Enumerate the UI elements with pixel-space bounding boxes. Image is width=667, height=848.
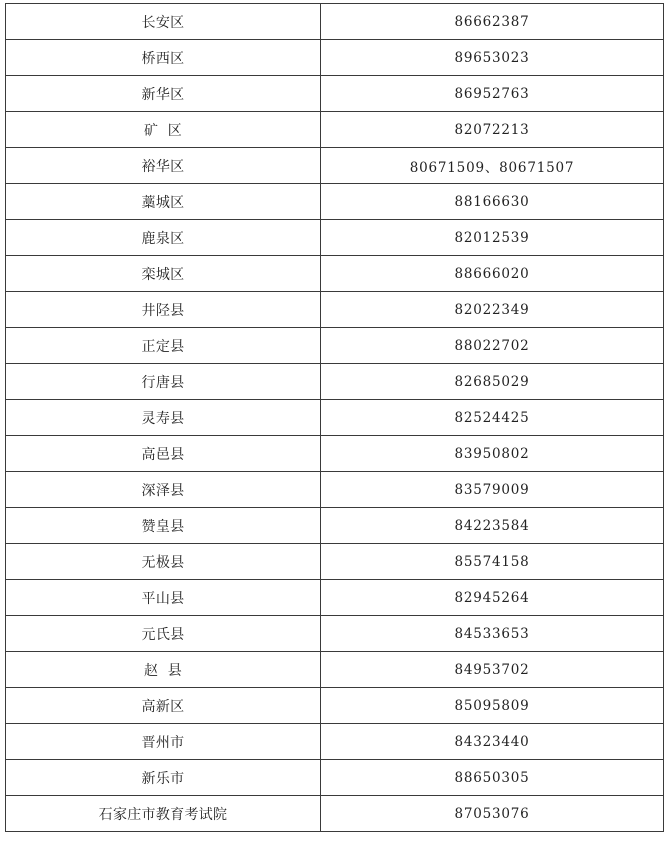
phone-number-cell: 89653023 [321, 40, 664, 76]
institution-name-cell: 石家庄市教育考试院 [6, 796, 321, 832]
table-row [6, 724, 664, 760]
district-name-cell: 高新区 [6, 688, 321, 724]
district-name-cell: 晋州市 [6, 724, 321, 760]
district-name-cell: 灵寿县 [6, 400, 321, 436]
table-body [6, 4, 664, 832]
table-row [6, 292, 664, 328]
table-row [6, 688, 664, 724]
district-name-cell: 深泽县 [6, 472, 321, 508]
district-name-cell: 高邑县 [6, 436, 321, 472]
table-row [6, 220, 664, 256]
district-name-cell: 元氏县 [6, 616, 321, 652]
phone-number-cell: 88666020 [321, 256, 664, 292]
table-row [6, 796, 664, 832]
table-row [6, 652, 664, 688]
district-name-cell: 鹿泉区 [6, 220, 321, 256]
phone-number-cell: 88650305 [321, 760, 664, 796]
table-row [6, 472, 664, 508]
phone-number-cell: 86662387 [321, 4, 664, 40]
table-row [6, 508, 664, 544]
district-name-cell: 新乐市 [6, 760, 321, 796]
phone-number-cell: 82685029 [321, 364, 664, 400]
table-row [6, 256, 664, 292]
district-name-cell: 裕华区 [6, 148, 321, 184]
district-name-cell: 桥西区 [6, 40, 321, 76]
table-row [6, 184, 664, 220]
district-name-cell: 长安区 [6, 4, 321, 40]
phone-number-cell: 82022349 [321, 292, 664, 328]
phone-number-cell: 82945264 [321, 580, 664, 616]
phone-number-cell: 82012539 [321, 220, 664, 256]
district-name-cell: 赵 县 [6, 652, 321, 688]
phone-number-cell: 88022702 [321, 328, 664, 364]
contact-phone-table [5, 3, 664, 832]
table-row [6, 760, 664, 796]
district-name-cell: 赞皇县 [6, 508, 321, 544]
phone-number-cell: 84223584 [321, 508, 664, 544]
table-row [6, 76, 664, 112]
table-row [6, 328, 664, 364]
district-name-cell: 无极县 [6, 544, 321, 580]
table-row [6, 364, 664, 400]
table-row [6, 400, 664, 436]
phone-number-cell: 84533653 [321, 616, 664, 652]
district-name-cell: 栾城区 [6, 256, 321, 292]
district-name-cell: 新华区 [6, 76, 321, 112]
phone-number-cell: 84323440 [321, 724, 664, 760]
phone-number-cell: 83950802 [321, 436, 664, 472]
table-row [6, 40, 664, 76]
table-row [6, 544, 664, 580]
district-name-cell: 平山县 [6, 580, 321, 616]
table-row [6, 148, 664, 184]
table-row [6, 436, 664, 472]
district-name-cell: 藁城区 [6, 184, 321, 220]
phone-number-cell: 84953702 [321, 652, 664, 688]
table-row [6, 616, 664, 652]
phone-number-cell: 82524425 [321, 400, 664, 436]
phone-number-cell: 80671509、80671507 [321, 148, 664, 184]
phone-number-cell: 86952763 [321, 76, 664, 112]
district-name-cell: 正定县 [6, 328, 321, 364]
district-name-cell: 矿 区 [6, 112, 321, 148]
phone-number-cell: 85095809 [321, 688, 664, 724]
phone-number-cell: 85574158 [321, 544, 664, 580]
phone-number-cell: 87053076 [321, 796, 664, 832]
district-name-cell: 行唐县 [6, 364, 321, 400]
table-row [6, 112, 664, 148]
phone-number-cell: 88166630 [321, 184, 664, 220]
table-row [6, 580, 664, 616]
table-row [6, 4, 664, 40]
phone-number-cell: 83579009 [321, 472, 664, 508]
phone-number-cell: 82072213 [321, 112, 664, 148]
district-name-cell: 井陉县 [6, 292, 321, 328]
